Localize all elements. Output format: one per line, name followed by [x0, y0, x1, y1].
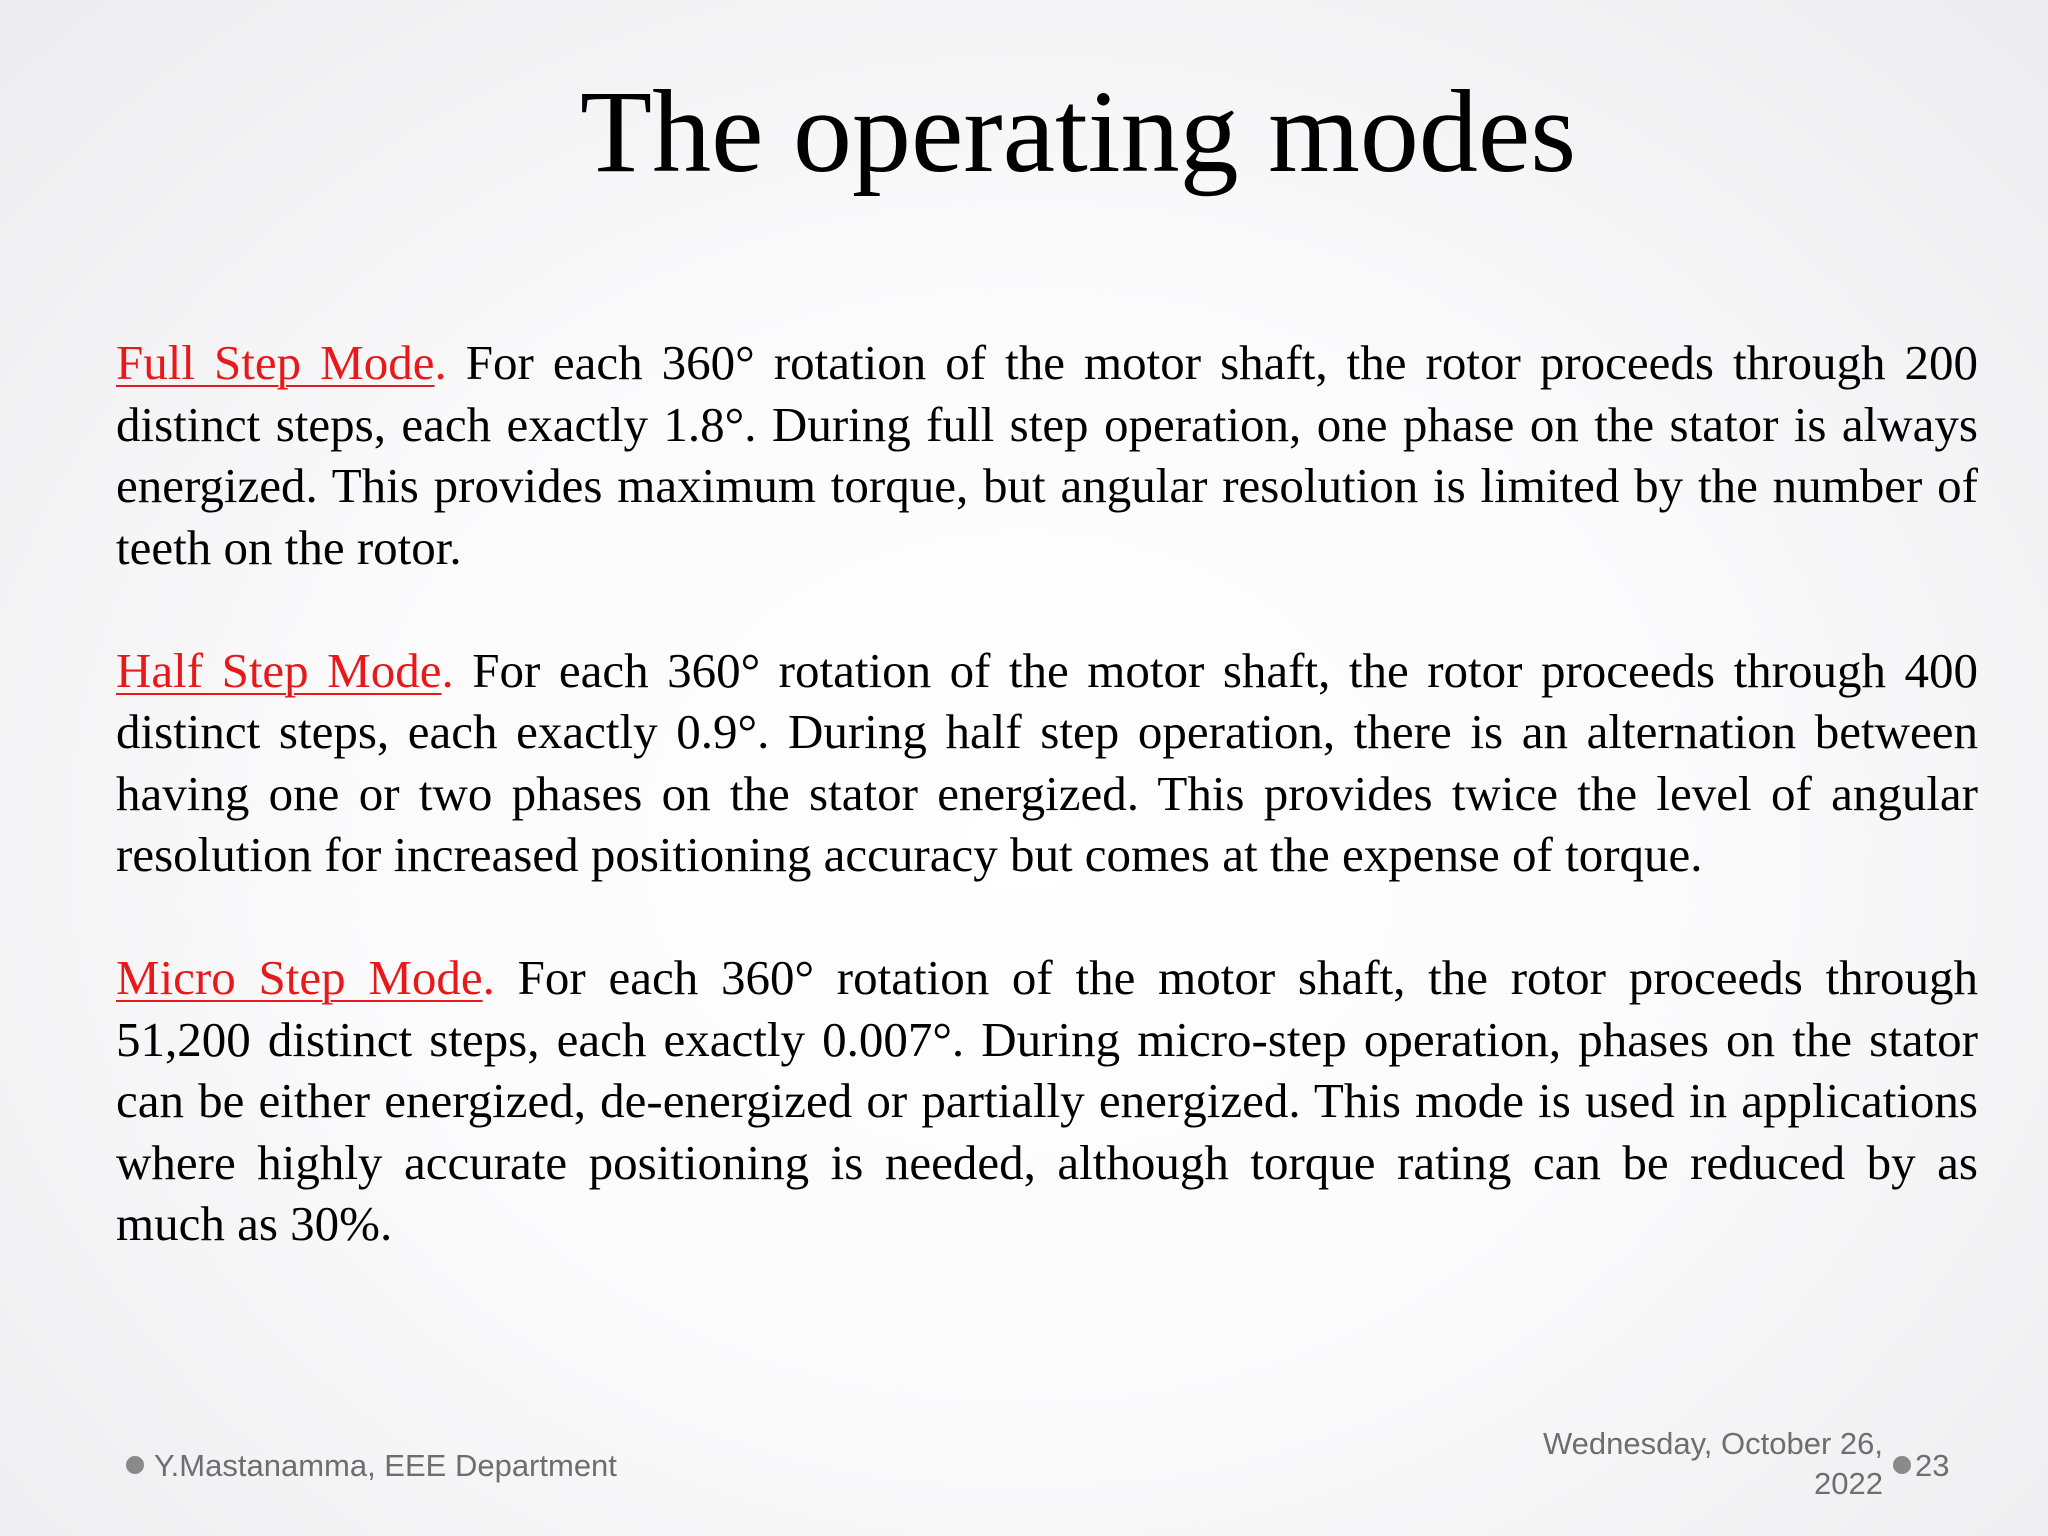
paragraph-text: For each 360° rotation of the motor shaft, the rotor proceeds through 51,200 distinct steps, each exactly 0.007°. During micro-step operation, phases on the stator can be either energized, de-energized or partially energized. This mode is used in applications where highly accurate positioning is needed, although torque rating can be reduced by as much as 30%. — [116, 950, 1979, 1251]
mode-name-half-step: Half Step Mode — [116, 642, 442, 698]
slide-body — [116, 332, 1978, 1316]
paragraph-text: For each 360° rotation of the motor shaft, the rotor proceeds through 200 distinct steps, each exactly 1.8°. During full step operation, one phase on the stator is always energized. This provides maximum torque, but angular resolution is limited by the number of teeth on the rotor. — [116, 335, 1978, 575]
page-number-text: 23 — [1915, 1448, 1950, 1483]
slide-title: The operating modes — [580, 66, 1577, 197]
bullet-dot-icon — [126, 1456, 144, 1474]
paragraph-half-step — [116, 640, 1978, 886]
mode-dot: . — [441, 642, 454, 698]
mode-dot: . — [482, 950, 495, 1005]
footer-date-line1: Wednesday, October 26, — [1542, 1426, 1883, 1461]
paragraph-full-step — [116, 332, 1978, 578]
footer-author — [126, 1446, 617, 1486]
bullet-dot-icon — [1893, 1456, 1911, 1474]
mode-name-full-step: Full Step Mode — [116, 335, 435, 390]
footer-author-text: Y.Mastanamma, EEE Department — [154, 1448, 617, 1483]
paragraph-micro-step — [116, 947, 1978, 1255]
paragraph-text: For each 360° rotation of the motor shaft, the rotor proceeds through 400 distinct steps, each exactly 0.9°. During half step operation, there is an alternation between having one or two phases on the stator energized. This provides twice the level of angular resolution for increased positioning accuracy but comes at the expense of torque. — [116, 642, 1979, 882]
mode-name-micro-step: Micro Step Mode — [116, 950, 483, 1005]
footer-page-number — [1893, 1446, 1949, 1486]
footer-date — [1543, 1424, 1883, 1504]
footer-date-line2: 2022 — [1814, 1466, 1883, 1501]
mode-dot: . — [434, 335, 447, 390]
